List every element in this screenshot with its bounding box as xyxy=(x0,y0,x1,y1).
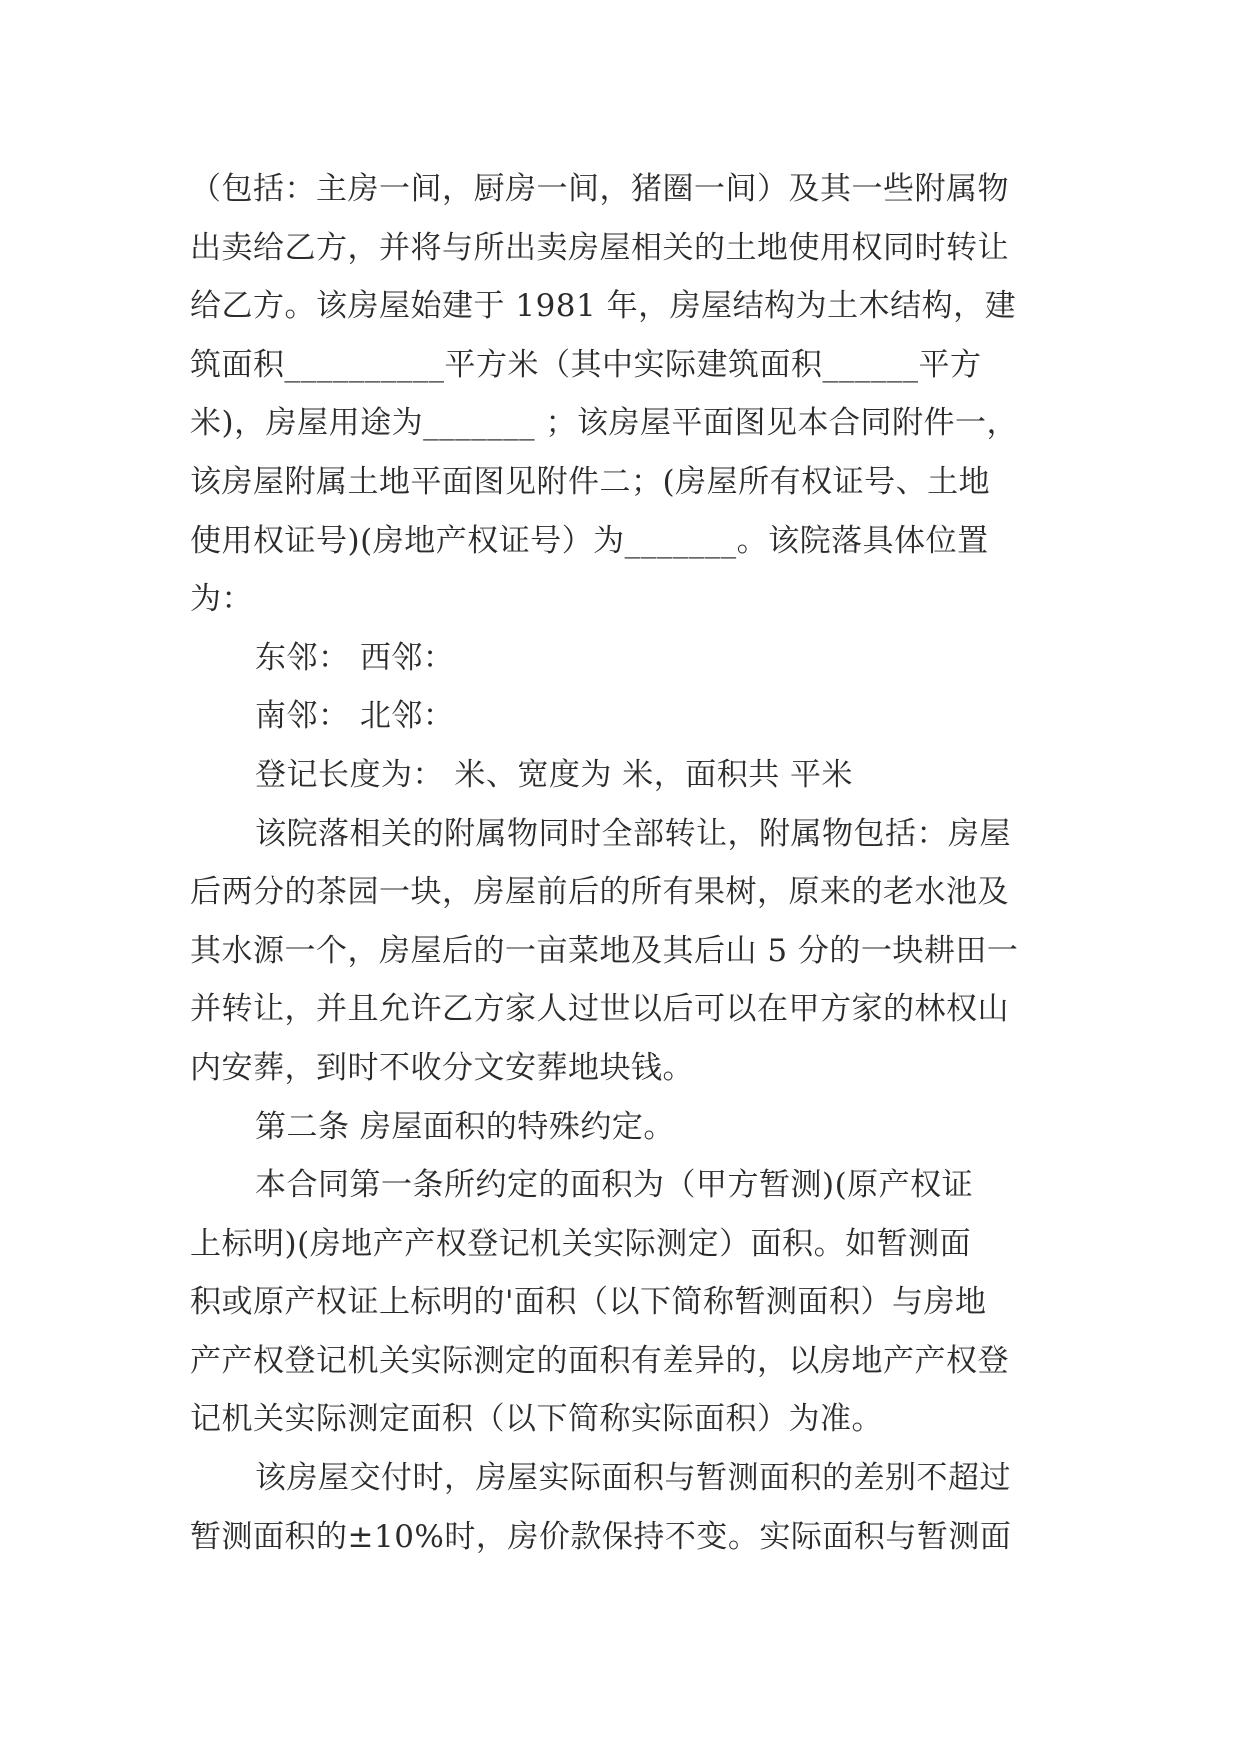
text-line: 筑面积__________平方米（其中实际建筑面积______平方 xyxy=(190,346,982,383)
text-line: 该房屋附属土地平面图见附件二；(房屋所有权证号、土地 xyxy=(190,463,991,500)
text-line: 积或原产权证上标明的'面积（以下简称暂测面积）与房地 xyxy=(190,1284,987,1321)
text-line: 南邻： 北邻： xyxy=(255,698,455,735)
contract-body-text xyxy=(190,160,1050,1566)
text-line: 本合同第一条所约定的面积为（甲方暂测)(原产权证 xyxy=(255,1167,974,1204)
text-line: 并转让，并且允许乙方家人过世以后可以在甲方家的林权山 xyxy=(190,991,1009,1028)
text-line: 内安葬，到时不收分文安葬地块钱。 xyxy=(190,1049,694,1086)
text-line: 该房屋交付时，房屋实际面积与暂测面积的差别不超过 xyxy=(255,1460,1011,1497)
text-line: 暂测面积的±10%时，房价款保持不变。实际面积与暂测面 xyxy=(190,1518,1012,1555)
text-line: 第二条 房屋面积的特殊约定。 xyxy=(255,1108,675,1145)
text-line: 记机关实际测定面积（以下简称实际面积）为准。 xyxy=(190,1401,883,1438)
text-line: 使用权证号)(房地产权证号）为_______。该院落具体位置 xyxy=(190,522,989,559)
text-line: 产产权登记机关实际测定的面积有差异的，以房地产产权登 xyxy=(190,1342,1009,1379)
text-line: 米)，房屋用途为_______ ；该房屋平面图见本合同附件一， xyxy=(190,405,1018,442)
text-line: 上标明)(房地产产权登记机关实际测定）面积。如暂测面 xyxy=(190,1225,972,1262)
text-line: 其水源一个，房屋后的一亩菜地及其后山 5 分的一块耕田一 xyxy=(190,932,1019,969)
text-line: （包括：主房一间，厨房一间，猪圈一间）及其一些附属物 xyxy=(190,171,1009,207)
text-line: 给乙方。该房屋始建于 1981 年，房屋结构为土木结构，建 xyxy=(190,288,1017,325)
text-line: 登记长度为： 米、宽度为 米，面积共 平米 xyxy=(255,756,854,793)
text-line: 该院落相关的附属物同时全部转让，附属物包括：房屋 xyxy=(255,815,1011,852)
text-line: 东邻： 西邻： xyxy=(255,639,455,676)
text-line: 出卖给乙方，并将与所出卖房屋相关的土地使用权同时转让 xyxy=(190,229,1009,266)
text-line: 为： xyxy=(190,581,253,618)
text-line: 后两分的茶园一块，房屋前后的所有果树，原来的老水池及 xyxy=(190,874,1009,911)
